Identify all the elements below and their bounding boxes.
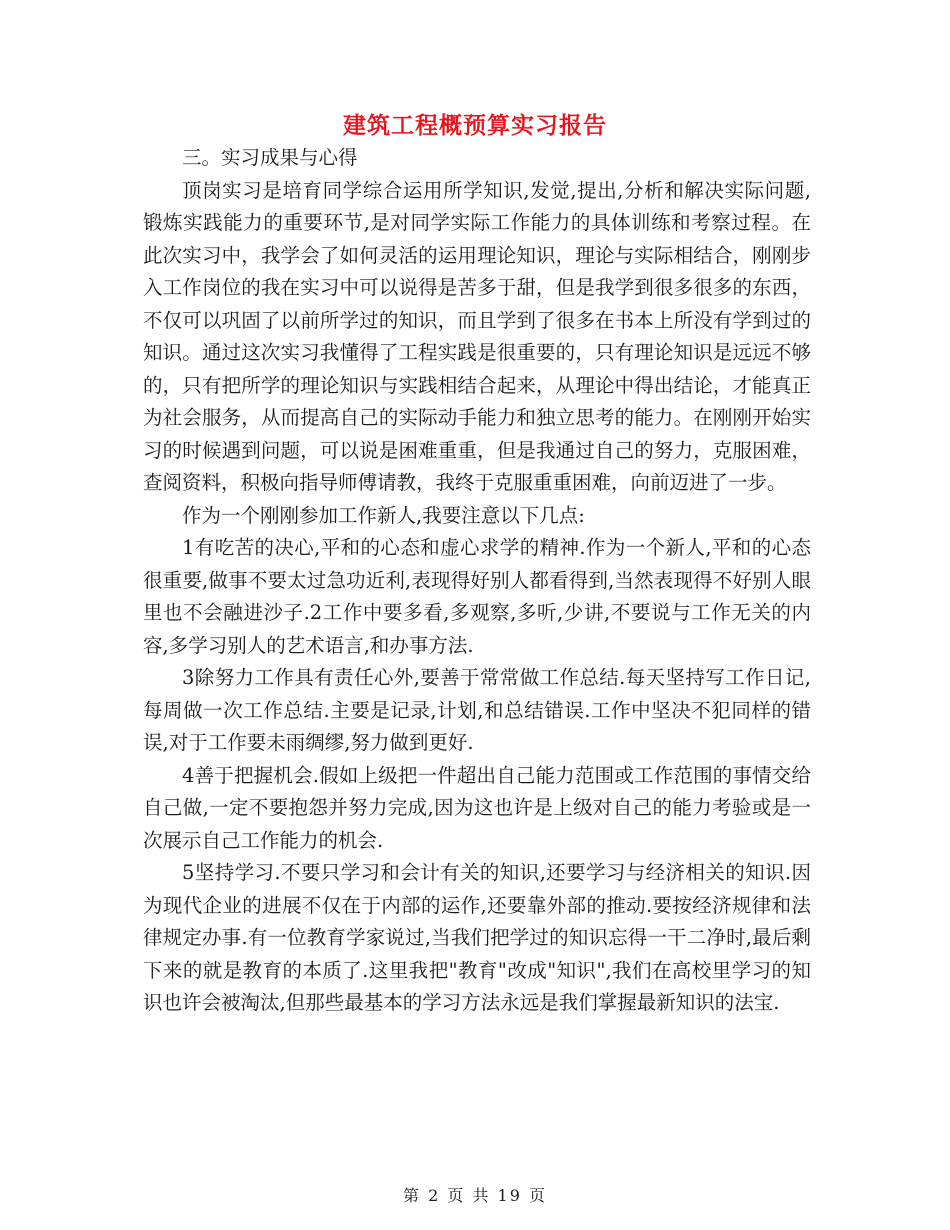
section-heading: 三。实习成果与心得 [182, 146, 358, 169]
page-number-footer: 第 2 页 共 19 页 [403, 1186, 547, 1205]
paragraph-point-1-2: 1有吃苦的决心,平和的心态和虚心求学的精神.作为一个新人,平和的心态很重要,做事不要太过急功近利,表现得好别人都看得到,当然表现得不好别人眼里也不会融进沙子.2工作中要多看,多观察,多听,少讲,不要说与工作无关的内容,多学习别人的艺术语言,和办事方法. [143, 536, 811, 657]
paragraph-point-3: 3除努力工作具有责任心外,要善于常常做工作总结.每天坚持写工作日记,每周做一次工作总结.主要是记录,计划,和总结错误.工作中坚决不犯同样的错误,对于工作要未雨绸缪,努力做到更好. [143, 666, 811, 754]
page-title: 建筑工程概预算实习报告 [343, 112, 607, 139]
paragraph-point-4: 4善于把握机会.假如上级把一件超出自己能力范围或工作范围的事情交给自己做,一定不要抱怨并努力完成,因为这也许是上级对自己的能力考验或是一次展示自己工作能力的机会. [143, 763, 811, 852]
document-body [143, 142, 811, 1020]
paragraph-intro-points: 作为一个刚刚参加工作新人,我要注意以下几点: [182, 503, 585, 527]
paragraph-point-5: 5坚持学习.不要只学习和会计有关的知识,还要学习与经济相关的知识.因为现代企业的进展不仅在于内部的运作,还要靠外部的推动.要按经济规律和法律规定办事.有一位教育学家说过,当我们把学过的知识忘得一干二净时,最后剩下来的就是教育的本质了.这里我把"教育"改成"知识",我们在高校里学习的知识也许会被淘汰,但那些最基本的学习方法永远是我们掌握最新知识的法宝. [143, 861, 811, 1014]
paragraph-internship-summary: 顶岗实习是培育同学综合运用所学知识,发觉,提出,分析和解决实际问题,锻炼实践能力的重要环节,是对同学实际工作能力的具体训练和考察过程。在此次实习中，我学会了如何灵活的运用理论知识，理论与实际相结合，刚刚步入工作岗位的我在实习中可以说得是苦多于甜，但是我学到很多很多的东西，不仅可以巩固了以前所学过的知识，而且学到了很多在书本上所没有学到过的知识。通过这次实习我懂得了工程实践是很重要的，只有理论知识是远远不够的，只有把所学的理论知识与实践相结合起来，从理论中得出结论，才能真正为社会服务，从而提高自己的实际动手能力和独立思考的能力。在刚刚开始实习的时候遇到问题，可以说是困难重重，但是我通过自己的努力，克服困难，查阅资料，积极向指导师傅请教，我终于克服重重困难，向前迈进了一步。 [143, 178, 811, 494]
